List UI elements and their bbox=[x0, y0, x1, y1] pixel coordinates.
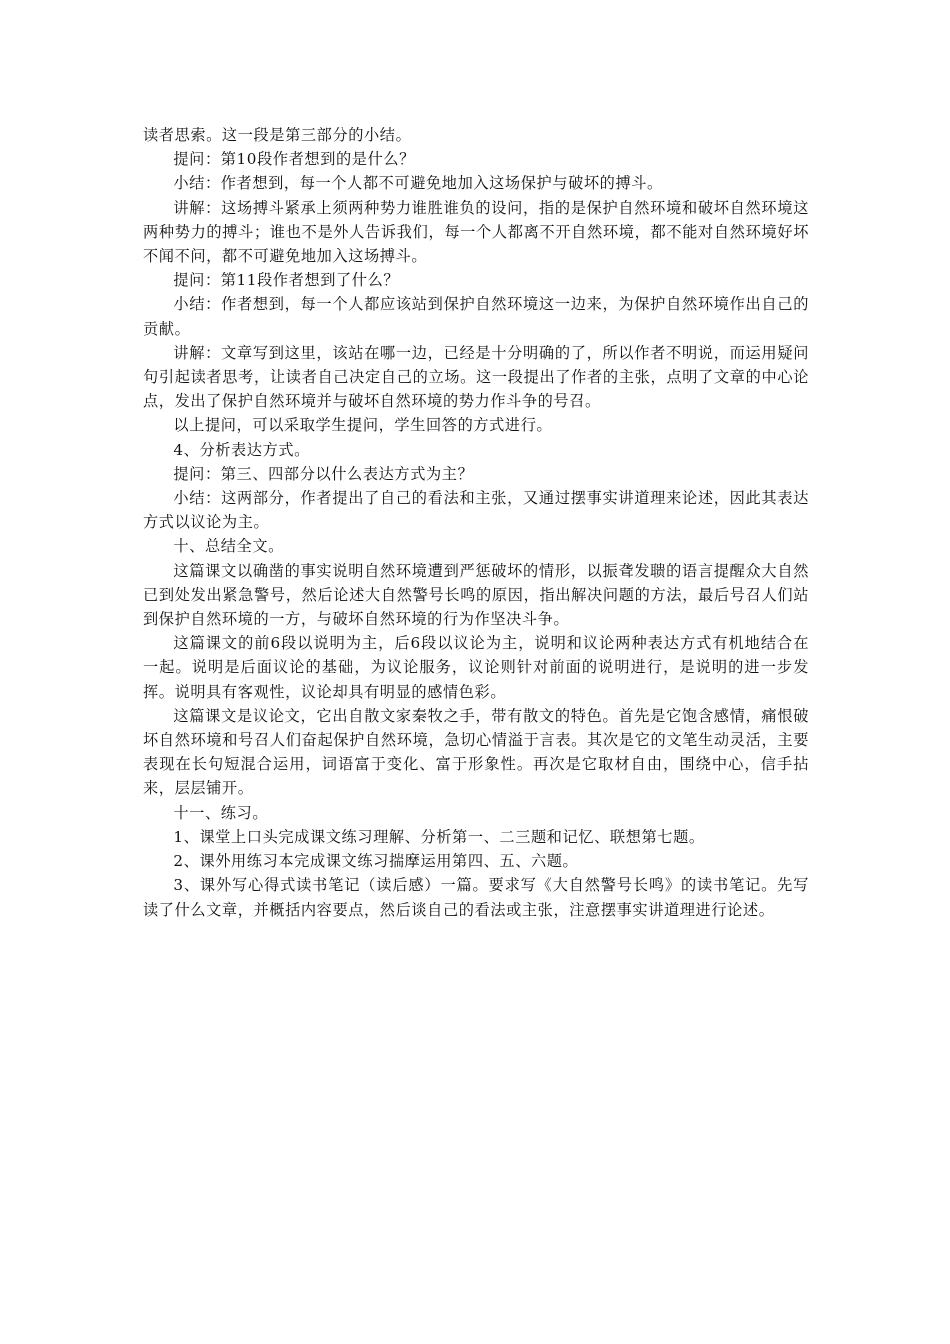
paragraph: 小结：作者想到，每一个人都应该站到保护自然环境这一边来，为保护自然环境作出自己的贡献。 bbox=[143, 295, 809, 338]
paragraph: 这篇课文的前6段以说明为主，后6段以议论为主，说明和议论两种表达方式有机地结合在一起。说明是后面议论的基础，为议论服务，议论则针对前面的说明进行，是说明的进一步发挥。说明具有客观性，议论却具有明显的感情色彩。 bbox=[143, 634, 809, 701]
paragraph: 提问：第11段作者想到了什么？ bbox=[173, 271, 400, 290]
paragraph: 以上提问，可以采取学生提问，学生回答的方式进行。 bbox=[173, 416, 553, 435]
paragraph: 小结：这两部分，作者提出了自己的看法和主张，又通过摆事实讲道理来论述，因此其表达方式以议论为主。 bbox=[143, 489, 809, 532]
paragraph: 小结：作者想到，每一个人都不可避免地加入这场保护与破坏的搏斗。 bbox=[173, 174, 663, 193]
paragraph: 讲解：这场搏斗紧承上须两种势力谁胜谁负的设问，指的是保护自然环境和破坏自然环境这两种势力的搏斗；谁也不是外人告诉我们，每一个人都离不开自然环境，都不能对自然环境好坏不闻不问，都不可避免地加入这场搏斗。 bbox=[143, 198, 809, 266]
paragraph: 讲解：文章写到这里，该站在哪一边，已经是十分明确的了，所以作者不明说，而运用疑问句引起读者思考，让读者自己决定自己的立场。这一段提出了作者的主张，点明了文章的中心论点，发出了保护自然环境并与破坏自然环境的势力作斗争的号召。 bbox=[143, 343, 809, 411]
paragraph: 提问：第10段作者想到的是什么？ bbox=[173, 150, 415, 169]
paragraph: 这篇课文以确凿的事实说明自然环境遭到严惩破坏的情形，以振聋发聩的语言提醒众大自然已到处发出紧急警号，然后论述大自然警号长鸣的原因，指出解决问题的方法，最后号召人们站到保护自然环境的一方，与破坏自然环境的行为作坚决斗争。 bbox=[143, 561, 809, 629]
document-body bbox=[143, 123, 809, 922]
section-heading: 十、总结全文。 bbox=[173, 537, 284, 556]
list-item: 3、课外写心得式读书笔记（读后感）一篇。要求写《大自然警号长鸣》的读书笔记。先写读了什么文章，并概括内容要点，然后谈自己的看法或主张，注意摆事实讲道理进行论述。 bbox=[143, 876, 809, 919]
paragraph: 提问：第三、四部分以什么表达方式为主？ bbox=[173, 464, 474, 483]
list-item: 1、课堂上口头完成课文练习理解、分析第一、二三题和记忆、联想第七题。 bbox=[173, 827, 705, 846]
list-item: 2、课外用练习本完成课文练习揣摩运用第四、五、六题。 bbox=[173, 852, 579, 871]
section-heading: 十一、练习。 bbox=[173, 803, 269, 822]
paragraph: 4、分析表达方式。 bbox=[173, 440, 310, 459]
paragraph: 读者思索。这一段是第三部分的小结。 bbox=[143, 126, 412, 144]
paragraph: 这篇课文是议论文，它出自散文家秦牧之手，带有散文的特色。首先是它饱含感情，痛恨破坏自然环境和号召人们奋起保护自然环境，急切心情溢于言表。其次是它的文笔生动灵活，主要表现在长句短混合运用，词语富于变化、富于形象性。再次是它取材自由，围绕中心，信手拈来，层层铺开。 bbox=[143, 706, 809, 798]
